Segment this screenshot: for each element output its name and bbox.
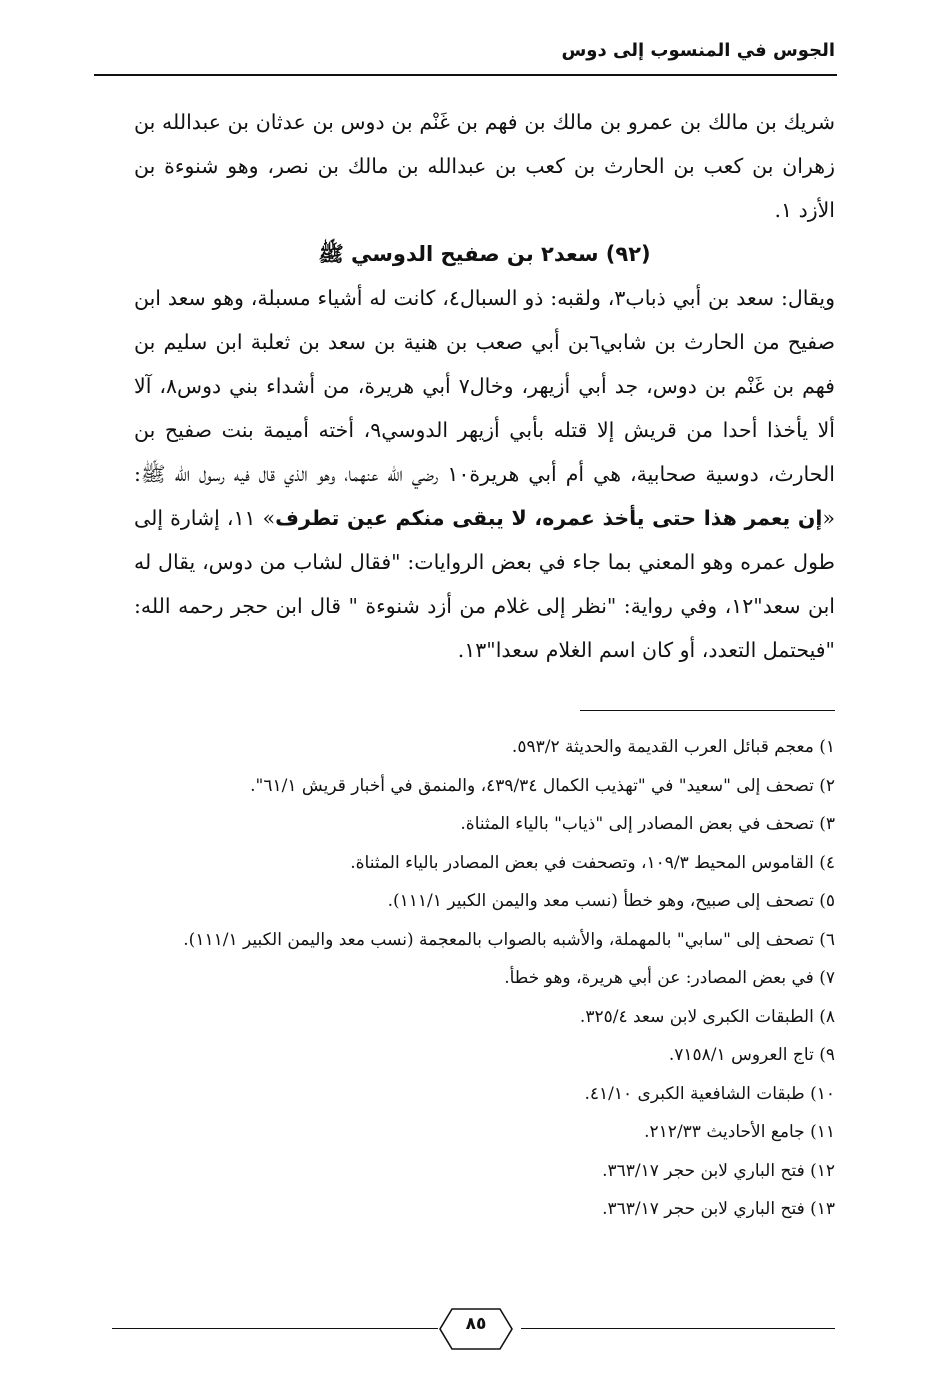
footnote-item: ١٠) طبقات الشافعية الكبرى ٤١/١٠. xyxy=(584,1083,835,1104)
page-number: ٨٥ xyxy=(465,1314,487,1334)
footnote-item: ٧) في بعض المصادر: عن أبي هريرة، وهو خطأ. xyxy=(504,968,835,988)
footnote-item: ٢) تصحف إلى "سعيد" في "تهذيب الكمال ٤٣٩/٣٤، والمنمق في أخبار قريش ٦١/١". xyxy=(250,775,835,796)
footnote-list xyxy=(134,728,835,1229)
footnote-item: ٣) تصحف في بعض المصادر إلى "ذياب" بالياء المثناة. xyxy=(460,814,835,834)
footnote-item: ١) معجم قبائل العرب القديمة والحديثة ٥٩٣/٢. xyxy=(511,737,835,757)
intro-paragraph: شريك بن مالك بن عمرو بن مالك بن فهم بن غَنْم بن دوس بن عدثان بن عبدالله بن زهران بن كعب بن الحارث بن كعب بن عبدالله بن مالك بن نصر، وهو شنوءة بن الأزد ١. xyxy=(134,110,835,222)
paragraph-text-before-quote: ويقال: سعد بن أبي ذباب٣، ولقبه: ذو السبال٤، كانت له أشياء مسبلة، وهو سعد ابن صفيح من الحارث بن شابي٦بن أبي صعب بن هنية بن سعد بن ثعلبة ابن سليم بن فهم بن غَنْم بن دوس، جد أبي أزيهر، وخال٧ أبي هريرة، من أشداء بني دوس٨، آلا ألا يأخذا أحدا من قريش إلا قتله بأبي أزيهر الدوسي٩، أخته أميمة بنت صفيح بن الحارث، دوسية صحابية، هي أم أبي هريرة١٠ رضي الله عنهما، وهو الذي قال فيه رسول الله ﷺ: « xyxy=(134,286,835,530)
header-rule xyxy=(94,74,837,76)
footnote-item: ١٣) فتح الباري لابن حجر ٣٦٣/١٧. xyxy=(602,1199,835,1219)
paragraph-text-after-quote: » ١١، إشارة إلى طول عمره وهو المعني بما جاء في بعض الروايات: "فقال لشاب من دوس، يقال له ابن سعد"١٢، وفي رواية: "نظر إلى غلام من أزد شنوءة " قال ابن حجر رحمه الله: "فيحتمل التعدد، أو كان اسم الغلام سعدا"١٣. xyxy=(134,506,835,662)
entry-heading: (٩٢) سعد٢ بن صفيح الدوسي ﷺ xyxy=(318,242,651,266)
footer-rule-right xyxy=(521,1328,835,1329)
entry-paragraph xyxy=(134,276,835,672)
footnote-item: ٤) القاموس المحيط ١٠٩/٣، وتصحفت في بعض المصادر بالياء المثناة. xyxy=(350,852,835,873)
main-text xyxy=(134,100,835,672)
footnote-item: ٦) تصحف إلى "سابي" بالمهملة، والأشبه بالصواب بالمعجمة (نسب معد واليمن الكبير ١١١/١). xyxy=(183,929,835,950)
footnote-item: ١٢) فتح الباري لابن حجر ٣٦٣/١٧. xyxy=(602,1160,835,1181)
footnote-item: ٥) تصحف إلى صبيح، وهو خطأ (نسب معد واليمن الكبير ١١١/١). xyxy=(387,891,835,911)
footer-rule-left xyxy=(112,1328,438,1329)
footnote-separator xyxy=(580,710,835,711)
hadith-quote: إن يعمر هذا حتى يأخذ عمره، لا يبقى منكم عين تطرف xyxy=(275,506,823,530)
footnote-item: ٨) الطبقات الكبرى لابن سعد ٣٢٥/٤. xyxy=(579,1006,835,1027)
footnote-item: ١١) جامع الأحاديث ٢١٢/٣٣. xyxy=(644,1122,835,1142)
footnote-item: ٩) تاج العروس ٧١٥٨/١. xyxy=(668,1045,835,1065)
running-header: الجوس في المنسوب إلى دوس xyxy=(561,40,835,61)
